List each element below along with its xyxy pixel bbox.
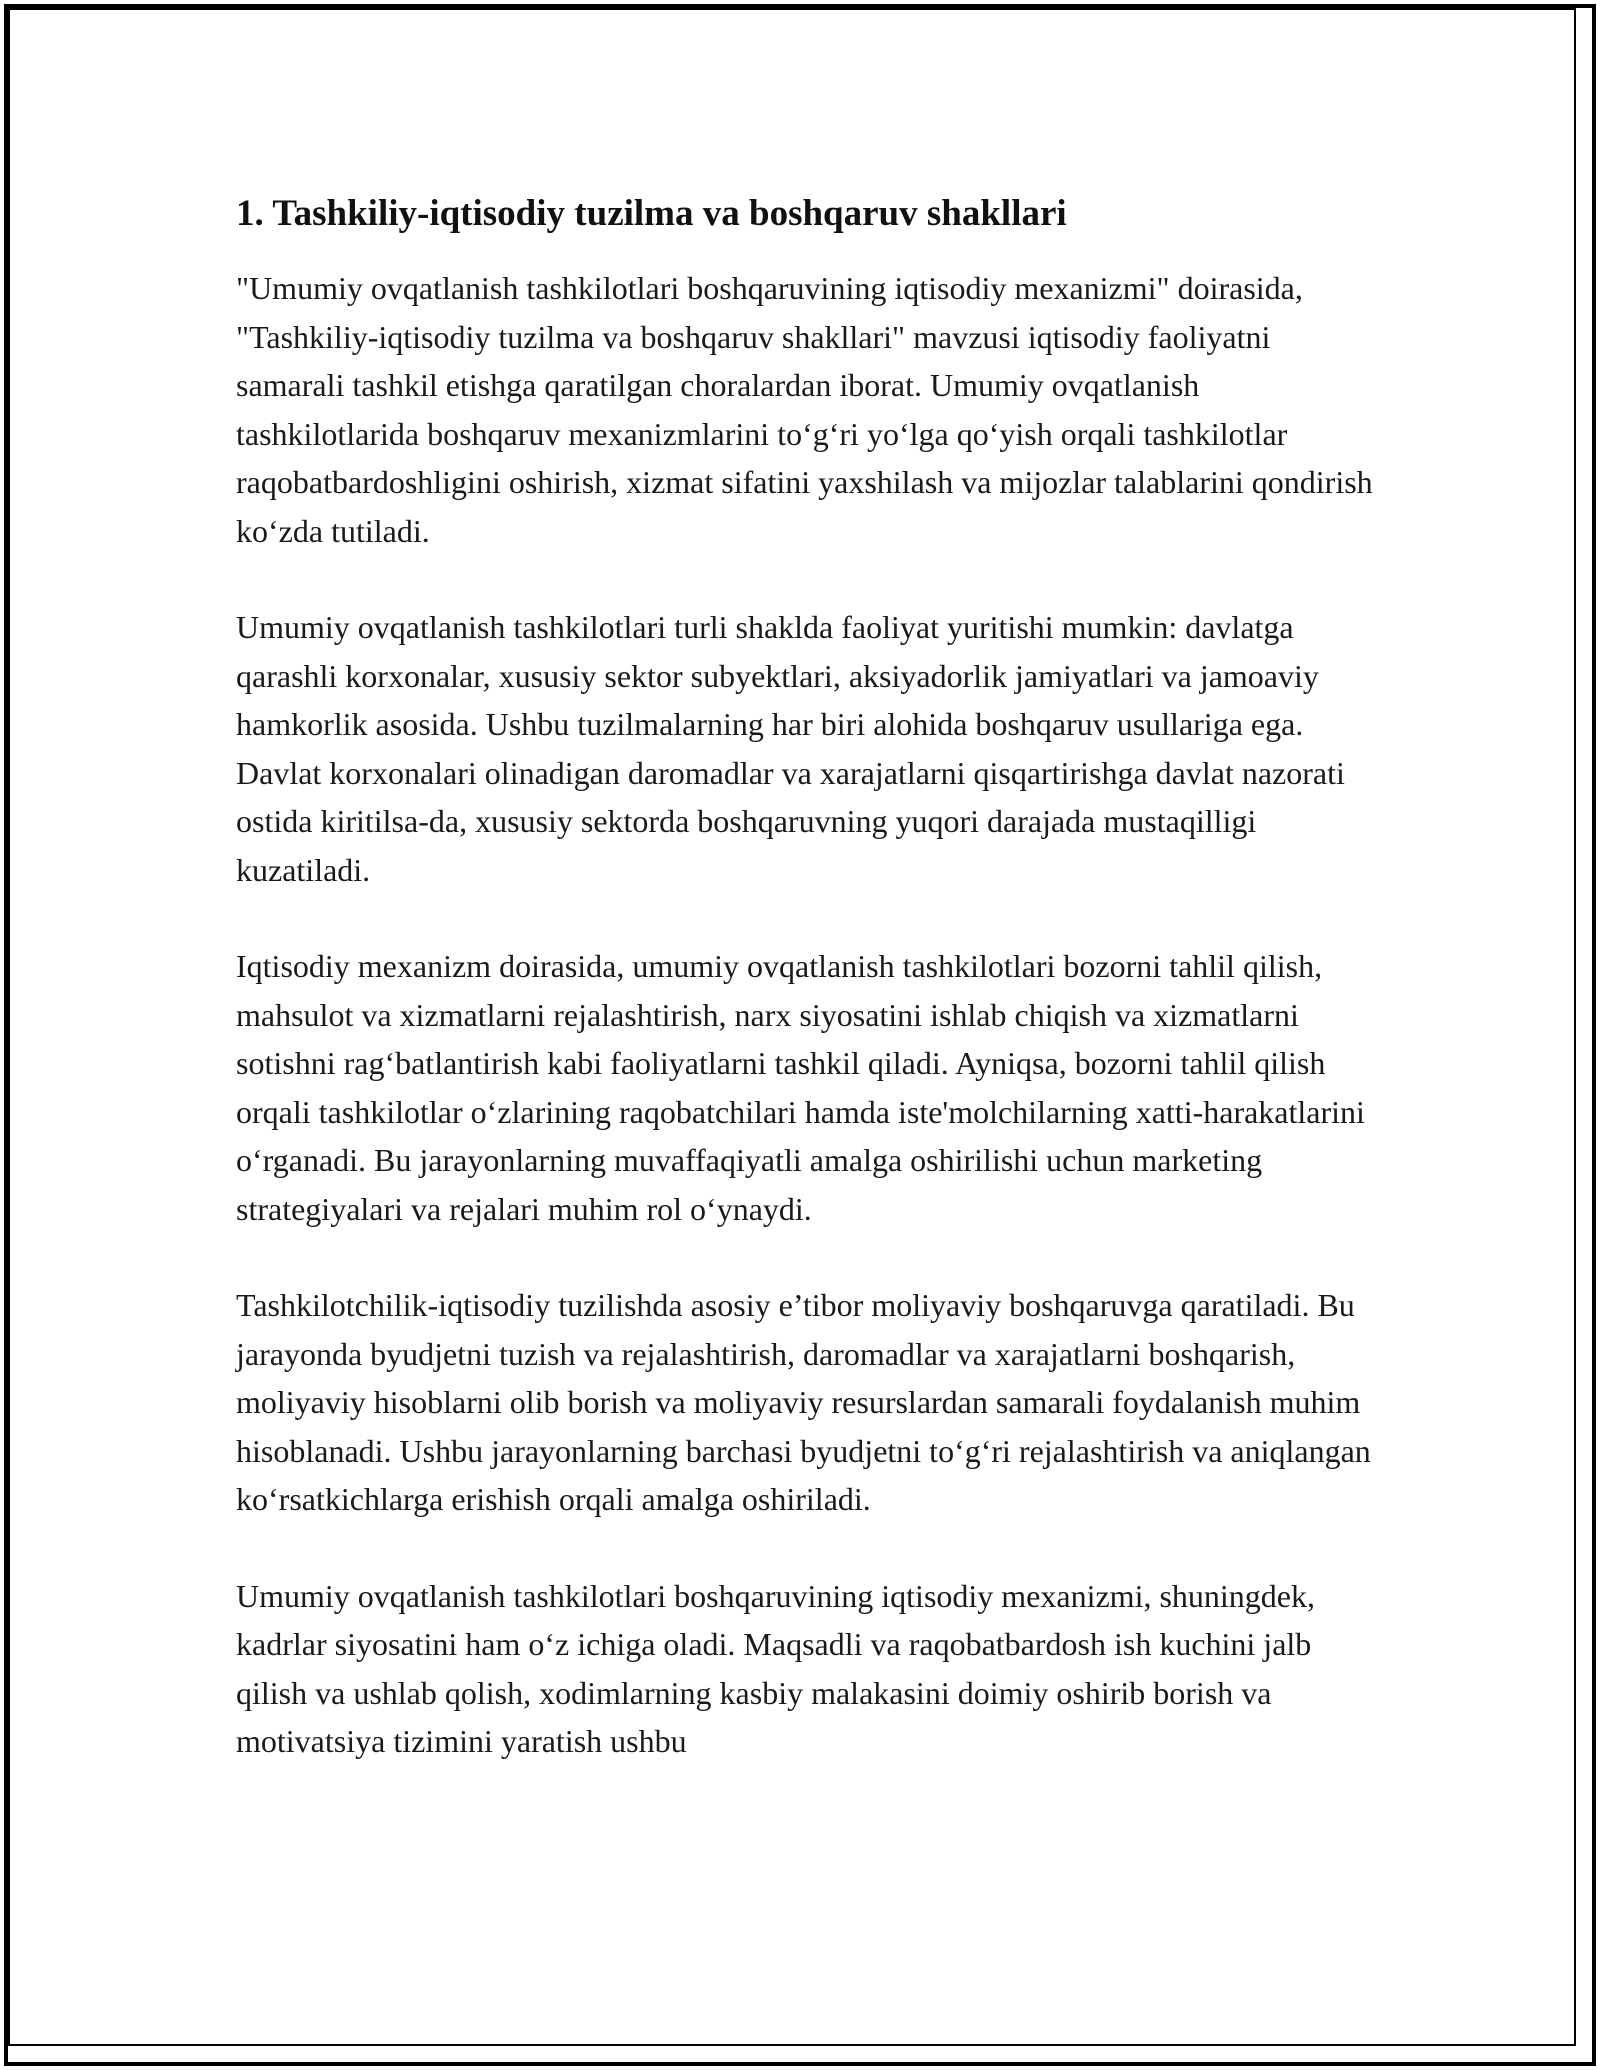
paragraph-5: Umumiy ovqatlanish tashkilotlari boshqaruvining iqtisodiy mexanizmi, shuningdek, kadrlar siyosatini ham o‘z ichiga oladi. Maqsadli va raqobatbardosh ish kuchini jalb qilish va ushlab qolish, xodimlarning kasbiy malakasini doimiy oshirib borish va motivatsiya tizimini yaratish ushbu: [236, 1577, 1315, 1759]
document-body: [236, 186, 1376, 1814]
paragraph-4: Tashkilotchilik-iqtisodiy tuzilishda asosiy e’tibor moliyaviy boshqaruvga qaratiladi. Bu jarayonda byudjetni tuzish va rejalashtirish, daromadlar va xarajatlarni boshqarish, moliyaviy hisoblarni olib borish va moliyaviy resurslardan samarali foydalanish muhim hisoblanadi. Ushbu jarayonlarning barchasi byudjetni to‘g‘ri rejalashtirish va aniqlangan ko‘rsatkichlarga erishish orqali amalga oshiriladi.: [236, 1287, 1371, 1517]
paragraph-2: Umumiy ovqatlanish tashkilotlari turli shaklda faoliyat yuritishi mumkin: davlatga qarashli korxonalar, xususiy sektor subyektlari, aksiyadorlik jamiyatlari va jamoaviy hamkorlik asosida. Ushbu tuzilmalarning har biri alohida boshqaruv usullariga ega. Davlat korxonalari olinadigan daromadlar va xarajatlarni qisqartirishga davlat nazorati ostida kiritilsa-da, xususiy sektorda boshqaruvning yuqori darajada mustaqilligi kuzatiladi.: [236, 609, 1345, 888]
section-heading: 1. Tashkiliy-iqtisodiy tuzilma va boshqaruv shakllari: [236, 193, 1067, 234]
paragraph-1: "Umumiy ovqatlanish tashkilotlari boshqaruvining iqtisodiy mexanizmi" doirasida, "Tashkiliy-iqtisodiy tuzilma va boshqaruv shakllari" mavzusi iqtisodiy faoliyatni samarali tashkil etishga qaratilgan choralardan iborat. Umumiy ovqatlanish tashkilotlarida boshqaruv mexanizmlarini to‘g‘ri yo‘lga qo‘yish orqali tashkilotlar raqobatbardoshligini oshirish, xizmat sifatini yaxshilash va mijozlar talablarini qondirish ko‘zda tutiladi.: [236, 270, 1373, 549]
paragraph-3: Iqtisodiy mexanizm doirasida, umumiy ovqatlanish tashkilotlari bozorni tahlil qilish, mahsulot va xizmatlarni rejalashtirish, narx siyosatini ishlab chiqish va xizmatlarni sotishni rag‘batlantirish kabi faoliyatlarni tashkil qiladi. Ayniqsa, bozorni tahlil qilish orqali tashkilotlar o‘zlarining raqobatchilari hamda iste'molchilarning xatti-harakatlarini o‘rganadi. Bu jarayonlarning muvaffaqiyatli amalga oshirilishi uchun marketing strategiyalari va rejalari muhim rol o‘ynaydi.: [236, 948, 1365, 1227]
